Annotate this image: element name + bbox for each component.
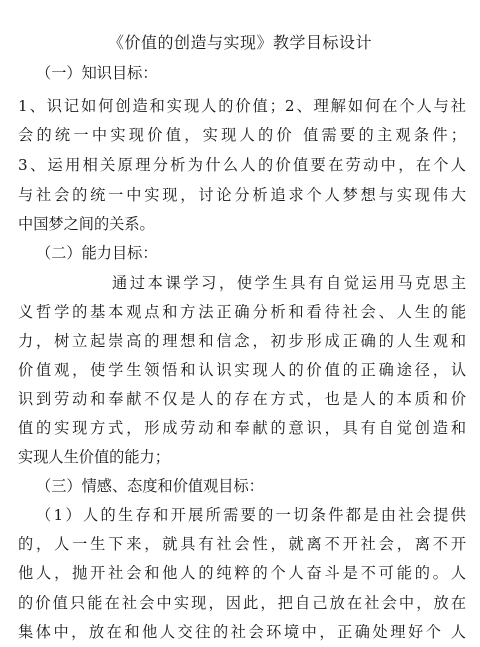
paragraph-line: 会的统一中实现价值，实现人的价 值需要的主观条件； — [18, 126, 466, 144]
section-heading-values: （三）情感、态度和价值观目标： — [36, 477, 264, 495]
section-heading-ability: （二）能力目标： — [36, 244, 158, 262]
paragraph-line: 值的实现方式，形成劳动和奉献的意识，具有自觉创造和 — [18, 419, 466, 437]
paragraph-line: 集体中，放在和他人交往的社会环境中，正确处理好个 人 — [18, 623, 466, 641]
paragraph-line: 通过本课学习，使学生具有自觉运用马克思主 — [112, 274, 466, 292]
paragraph-line: 1、识记如何创造和实现人的价值；2、理解如何在个人与社 — [18, 97, 466, 115]
paragraph-line: 的，人一生下来，就具有社会性，就离不开社会，离不开 — [18, 535, 466, 553]
paragraph-line: 识到劳动和奉献不仅是人的存在方式，也是人的本质和价 — [18, 390, 466, 408]
paragraph-line: 他人，抛开社会和他人的纯粹的个人奋斗是不可能的。人 — [18, 564, 466, 582]
paragraph-line: 的价值只能在社会中实现，因此，把自己放在社会中，放在 — [18, 594, 466, 612]
paragraph-line: 义哲学的基本观点和方法正确分析和看待社会、人生的能 — [18, 303, 466, 321]
paragraph-line: 力，树立起崇高的理想和信念，初步形成正确的人生观和 — [18, 332, 466, 350]
paragraph-line: 价值观，使学生领悟和认识实现人的价值的正确途径，认 — [18, 361, 466, 379]
paragraph-line: 3、运用相关原理分析为什么人的价值要在劳动中，在个人 — [18, 156, 466, 174]
paragraph-line: 实现人生价值的能力； — [18, 448, 170, 466]
paragraph-line: （1）人的生存和开展所需要的一切条件都是由社会提供 — [36, 506, 466, 524]
paragraph-line: 中国梦之间的关系。 — [18, 215, 155, 233]
section-heading-knowledge: （一）知识目标： — [36, 64, 158, 82]
paragraph-line: 与社会的统一中实现，讨论分析追求个人梦想与实现伟大 — [18, 186, 466, 204]
document-title: 《价值的创造与实现》教学目标设计 — [107, 33, 372, 52]
